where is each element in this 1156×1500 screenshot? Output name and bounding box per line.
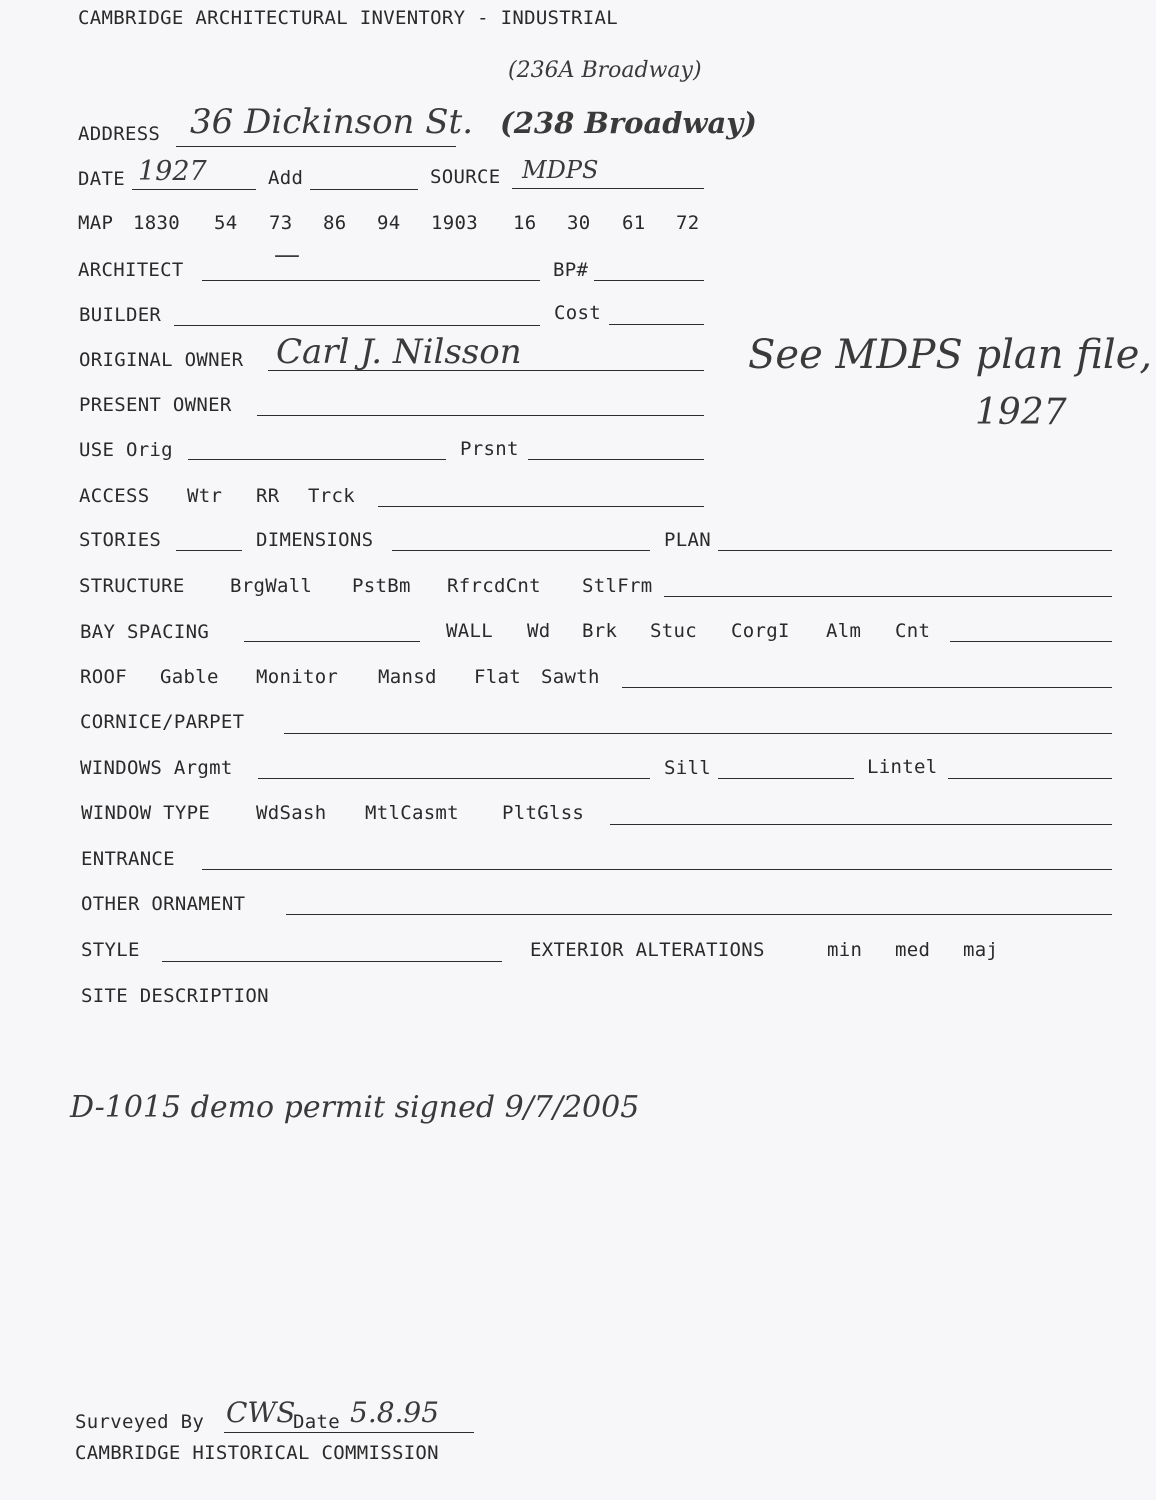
architect-handwritten: — bbox=[274, 240, 300, 270]
access-option: RR bbox=[256, 485, 280, 507]
window-type-option: MtlCasmt bbox=[365, 802, 459, 824]
add-label: Add bbox=[268, 167, 304, 189]
present-owner-label: PRESENT OWNER bbox=[79, 394, 232, 416]
original-owner-handwritten: Carl J. Nilsson bbox=[276, 332, 522, 372]
windows-line bbox=[258, 778, 650, 779]
bay-spacing-label: BAY SPACING bbox=[80, 621, 210, 643]
roof-label: ROOF bbox=[80, 666, 127, 688]
demo-permit-handwritten: D-1015 demo permit signed 9/7/2005 bbox=[70, 1090, 640, 1125]
ext-alt-option: maj bbox=[963, 939, 999, 961]
window-type-option: WdSash bbox=[256, 802, 327, 824]
source-label: SOURCE bbox=[430, 166, 501, 188]
wall-label: WALL bbox=[446, 620, 493, 642]
use-present-line bbox=[528, 459, 704, 460]
plan-line bbox=[718, 550, 1112, 551]
map-year: 61 bbox=[622, 212, 646, 234]
form-title: CAMBRIDGE ARCHITECTURAL INVENTORY - INDUSTRIAL bbox=[78, 7, 618, 29]
original-owner-label: ORIGINAL OWNER bbox=[79, 349, 244, 371]
map-year: 54 bbox=[214, 212, 238, 234]
structure-option: PstBm bbox=[352, 575, 411, 597]
structure-option: StlFrm bbox=[582, 575, 653, 597]
access-option: Trck bbox=[308, 485, 355, 507]
map-label: MAP bbox=[78, 212, 114, 234]
address-paren-handwritten: (238 Broadway) bbox=[500, 106, 757, 140]
windows-label: WINDOWS Argmt bbox=[80, 757, 233, 779]
architect-label: ARCHITECT bbox=[78, 259, 184, 281]
map-year: 16 bbox=[513, 212, 537, 234]
other-ornament-line bbox=[286, 914, 1112, 915]
cost-line bbox=[609, 324, 704, 325]
lintel-label: Lintel bbox=[867, 756, 938, 778]
lintel-line bbox=[948, 778, 1112, 779]
window-type-option: PltGlss bbox=[502, 802, 585, 824]
access-line bbox=[378, 506, 704, 507]
present-owner-line bbox=[257, 415, 704, 416]
address-label: ADDRESS bbox=[78, 123, 161, 145]
survey-date-handwritten: 5.8.95 bbox=[350, 1396, 440, 1429]
bp-label: BP# bbox=[553, 259, 589, 281]
wall-option: Cnt bbox=[895, 620, 931, 642]
wall-option: CorgI bbox=[731, 620, 790, 642]
source-line bbox=[512, 188, 704, 189]
wall-option: Alm bbox=[826, 620, 862, 642]
source-handwritten: MDPS bbox=[522, 156, 599, 184]
architect-line bbox=[202, 280, 540, 281]
surveyed-by-label: Surveyed By bbox=[75, 1411, 205, 1433]
map-year: 72 bbox=[676, 212, 700, 234]
site-description-label: SITE DESCRIPTION bbox=[81, 985, 269, 1007]
surveyed-by-handwritten: CWS bbox=[226, 1396, 296, 1429]
wall-option: Wd bbox=[527, 620, 551, 642]
stories-label: STORIES bbox=[79, 529, 162, 551]
map-year: 30 bbox=[567, 212, 591, 234]
window-type-label: WINDOW TYPE bbox=[81, 802, 211, 824]
surveyed-line bbox=[224, 1432, 474, 1433]
use-orig-line bbox=[188, 459, 446, 460]
stories-line bbox=[176, 550, 242, 551]
structure-option: BrgWall bbox=[230, 575, 313, 597]
dimensions-label: DIMENSIONS bbox=[256, 529, 374, 551]
wall-option: Brk bbox=[582, 620, 618, 642]
prsnt-label: Prsnt bbox=[460, 438, 519, 460]
map-year: 86 bbox=[323, 212, 347, 234]
bp-line bbox=[594, 280, 704, 281]
use-label: USE Orig bbox=[79, 439, 173, 461]
date-label: DATE bbox=[78, 168, 125, 190]
access-label: ACCESS bbox=[79, 485, 150, 507]
roof-option: Gable bbox=[160, 666, 219, 688]
address-line bbox=[176, 146, 456, 147]
map-year: 73 bbox=[269, 212, 293, 234]
cornice-label: CORNICE/PARPET bbox=[80, 711, 245, 733]
roof-option: Sawth bbox=[541, 666, 600, 688]
map-year: 1830 bbox=[133, 212, 180, 234]
map-year: 1903 bbox=[431, 212, 478, 234]
ext-alt-option: min bbox=[827, 939, 863, 961]
other-ornament-label: OTHER ORNAMENT bbox=[81, 893, 246, 915]
date-handwritten: 1927 bbox=[138, 156, 207, 187]
dimensions-line bbox=[392, 550, 650, 551]
date-line bbox=[132, 189, 256, 190]
sill-line bbox=[718, 778, 854, 779]
address-handwritten: 36 Dickinson St. bbox=[190, 102, 474, 142]
builder-label: BUILDER bbox=[79, 304, 162, 326]
window-type-line bbox=[610, 824, 1112, 825]
cost-label: Cost bbox=[554, 302, 601, 324]
plan-label: PLAN bbox=[664, 529, 711, 551]
structure-line bbox=[664, 596, 1112, 597]
wall-option: Stuc bbox=[650, 620, 697, 642]
exterior-alterations-label: EXTERIOR ALTERATIONS bbox=[530, 939, 765, 961]
entrance-line bbox=[202, 869, 1112, 870]
style-line bbox=[162, 961, 502, 962]
sill-label: Sill bbox=[664, 757, 711, 779]
roof-option: Flat bbox=[474, 666, 521, 688]
commission-name: CAMBRIDGE HISTORICAL COMMISSION bbox=[75, 1442, 439, 1464]
roof-line bbox=[622, 687, 1112, 688]
structure-label: STRUCTURE bbox=[79, 575, 185, 597]
address-alt-handwritten: (236A Broadway) bbox=[508, 58, 702, 83]
roof-option: Monitor bbox=[256, 666, 339, 688]
side-note-year-handwritten: 1927 bbox=[975, 392, 1067, 433]
map-year: 94 bbox=[377, 212, 401, 234]
add-line bbox=[310, 189, 418, 190]
original-owner-line bbox=[268, 370, 704, 371]
builder-line bbox=[174, 325, 540, 326]
structure-option: RfrcdCnt bbox=[447, 575, 541, 597]
roof-option: Mansd bbox=[378, 666, 437, 688]
style-label: STYLE bbox=[81, 939, 140, 961]
side-note-handwritten: See MDPS plan file, bbox=[748, 332, 1153, 378]
bay-spacing-line bbox=[244, 641, 420, 642]
survey-date-label: Date bbox=[293, 1411, 340, 1433]
ext-alt-option: med bbox=[895, 939, 931, 961]
access-option: Wtr bbox=[187, 485, 223, 507]
cornice-line bbox=[284, 733, 1112, 734]
entrance-label: ENTRANCE bbox=[81, 848, 175, 870]
wall-line bbox=[950, 641, 1112, 642]
